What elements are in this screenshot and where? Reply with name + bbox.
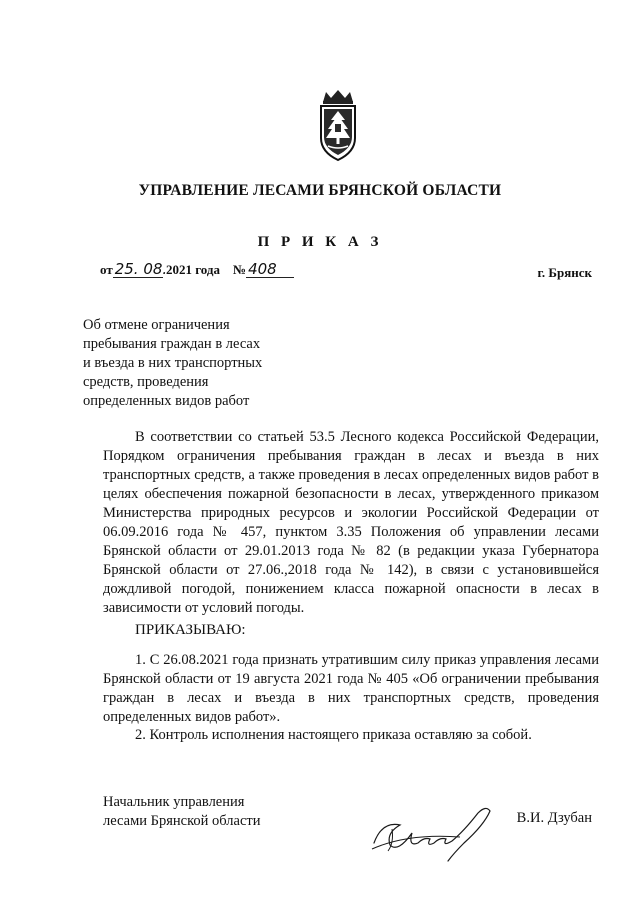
date-number-line xyxy=(100,262,294,278)
subject-line: средств, проведения xyxy=(83,374,209,390)
signatory-name: В.И. Дзубан xyxy=(516,810,592,826)
order-item-1: 1. С 26.08.2021 года признать утратившим силу приказ управления лесами Брянской области от 19 августа 2021 года № 405 «Об ограничении пребывания граждан в лесах и въезда в них транспортных средств, проведения определенных видов работ». xyxy=(103,652,599,725)
handwritten-date: 25. 08. xyxy=(114,260,168,278)
document-type-title: П Р И К А З xyxy=(257,234,383,250)
subject-line: и въезда в них транспортных xyxy=(83,355,263,371)
handwritten-number: 408 xyxy=(246,262,294,278)
organization-header: УПРАВЛЕНИЕ ЛЕСАМИ БРЯНСКОЙ ОБЛАСТИ xyxy=(138,182,502,199)
signatory-title xyxy=(103,793,261,831)
number-prefix: № xyxy=(233,262,247,277)
coat-of-arms-icon xyxy=(318,88,358,162)
subject-line: пребывания граждан в лесах xyxy=(83,336,261,352)
order-directive: ПРИКАЗЫВАЮ: xyxy=(135,622,246,638)
year-text: 2021 года xyxy=(165,262,220,277)
subject-line: определенных видов работ xyxy=(83,393,250,409)
subject-line: Об отмене ограничения xyxy=(83,317,230,333)
order-subject xyxy=(83,316,303,411)
order-item-2: 2. Контроль исполнения настоящего приказа оставляю за собой. xyxy=(135,727,532,743)
date-prefix: от xyxy=(100,262,113,277)
preamble-paragraph: В соответствии со статьей 53.5 Лесного кодекса Российской Федерации, Порядком ограничения пребывания граждан в лесах и въезда в них транспортных средств, а также проведения в лесах определенных видов работ в целях обеспечения пожарной безопасности в лесах, утвержденного приказом Министерства природных ресурсов и экологии Российской Федерации от 06.09.2016 года № 457, пунктом 3.35 Положения об управлении лесами Брянской области от 29.01.2013 года № 82 (в редакции указа Губернатора Брянской области от 27.06.,2018 года № 142), в связи с установившейся дождливой погодой, понижением класса пожарной опасности в лесах в зависимости от условий погоды. xyxy=(103,429,599,616)
signatory-title-line: лесами Брянской области xyxy=(103,813,261,829)
city-label: г. Брянск xyxy=(537,265,592,280)
handwritten-signature-icon xyxy=(368,803,498,863)
signatory-title-line: Начальник управления xyxy=(103,794,245,810)
